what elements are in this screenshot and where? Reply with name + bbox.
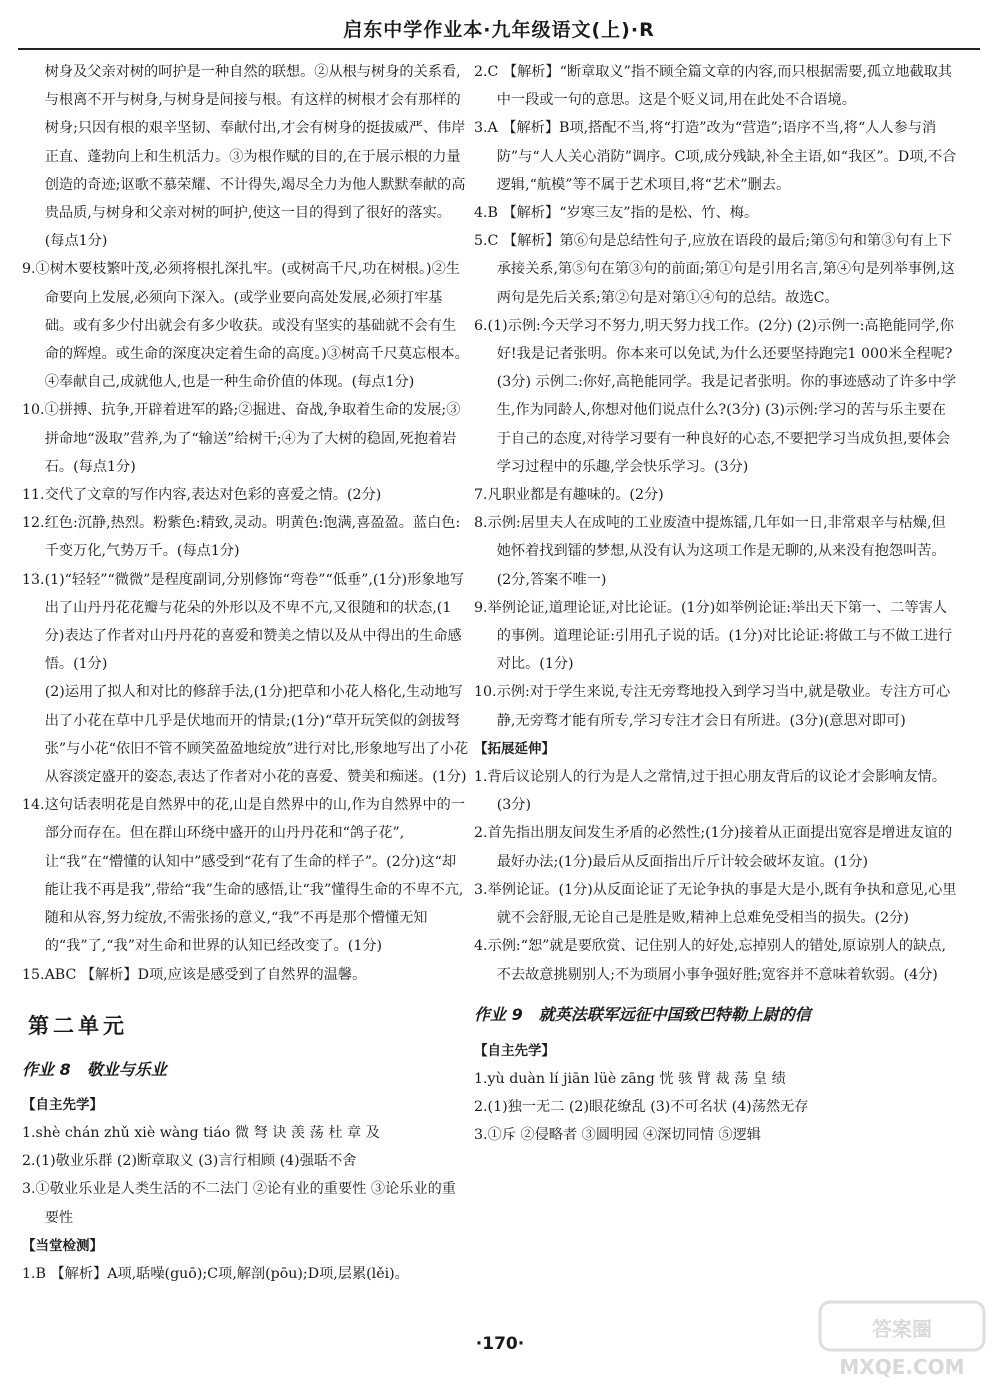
dangtang-item-6: 6.(1)示例:今天学习不努力,明天努力找工作。(2分) (2)示例一:高艳能同学,你好!我是记者张明。你本来可以免试,为什么还要坚持跑完1 000米全程呢?(3分) 示例二:你好,高艳能同学。我是记者张明。你的事迹感动了许多中学生,作为同龄人,你想对他们说点什么?(3分) (3)示例:学习的苦与乐主要在于自己的态度,对待学习要有一种良好的心态,不要把学习当成负担,要体会学习过程中的乐趣,学会快乐学习。(3分): [474, 317, 957, 475]
left-column: [22, 58, 470, 1288]
answer-q13-part2: (2)运用了拟人和对比的修辞手法,(1分)把草和小花人格化,生动地写出了小花在草中几乎是伏地而开的情景;(1分)“草开玩笑似的剑拔弩张”与小花“依旧不管不顾笑盈盈地绽放”进行对比,形象地写出了小花从容淡定盛开的姿态,表达了作者对小花的喜爱、赞美和痴迷。(1分): [44, 684, 469, 786]
dangtang-item-10: 10.示例:对于学生来说,专注无旁骛地投入到学习当中,就是敬业。专注方可心静,无旁骛才能有所专,学习专注才会日有所进。(3分)(意思对即可): [474, 684, 951, 729]
answer-q15: 15.ABC 【解析】D项,应该是感受到了自然界的温馨。: [22, 966, 367, 983]
page-header: [18, 12, 980, 50]
homework-8-title: 作业 8 敬业与乐业: [22, 1059, 167, 1079]
tuozhan-item-3: 3.举例论证。(1分)从反面论证了无论争执的事是大是小,既有争执和意见,心里就不会舒服,无论自己是胜是败,精神上总难免受相当的损失。(2分): [474, 881, 957, 927]
watermark-text-en: MXQE.COM: [839, 1355, 965, 1379]
zizhu9-item-2: 2.(1)独一无二 (2)眼花缭乱 (3)不可名状 (4)荡然无存: [474, 1099, 809, 1116]
answer-q12: 12.红色:沉静,热烈。粉紫色:精致,灵动。明黄色:饱满,喜盈盈。蓝白色:千变万化,气势万千。(每点1分): [22, 515, 461, 560]
dangtang-item-2: 2.C 【解析】“断章取义”指不顾全篇文章的内容,而只根据需要,孤立地截取其中一段或一句的意思。这是个贬义词,用在此处不合语境。: [474, 64, 953, 109]
dangtang-item-1: 1.B 【解析】A项,聒噪(guō);C项,解剖(pōu);D项,层累(lěi)。: [22, 1265, 409, 1282]
section-tag-dangtang: 【当堂检测】: [22, 1237, 103, 1254]
answer-q11: 11.交代了文章的写作内容,表达对色彩的喜爱之情。(2分): [22, 487, 382, 504]
tuozhan-item-2: 2.首先指出朋友间发生矛盾的必然性;(1分)接着从正面提出宽容是增进友谊的最好办法;(1分)最后从反面指出斤斤计较会破坏友谊。(1分): [474, 825, 953, 870]
zizhu9-item-1: 1.yù duàn lí jiān lüè zāng 恍 骇 臂 裁 荡 皇 绩: [474, 1070, 786, 1087]
answer-q14: 14.这句话表明花是自然界中的花,山是自然界中的山,作为自然界中的一部分而存在。但在群山环绕中盛开的山丹丹花和“鸽子花”,让“我”在“懵懂的认知中”感受到“花有了生命的样子”。(2分)这“却能让我不再是我”,带给“我”生命的感悟,让“我”懂得生命的不卑不亢,随和从容,努力绽放,不需张扬的意义,“我”不再是那个懵懂无知的“我”了,“我”对生命和世界的认知已经改变了。(1分): [22, 797, 466, 955]
dangtang-item-8: 8.示例:居里夫人在成吨的工业废渣中提炼镭,几年如一日,非常艰辛与枯燥,但她怀着找到镭的梦想,从没有认为这项工作是无聊的,从来没有抱怨叫苦。(2分,答案不唯一): [474, 515, 946, 588]
dangtang-item-9: 9.举例论证,道理论证,对比论证。(1分)如举例论证:举出天下第一、二等害人的事例。道理论证:引用孔子说的话。(1分)对比论证:将做工与不做工进行对比。(1分): [474, 599, 953, 673]
dangtang-item-5: 5.C 【解析】第⑥句是总结性句子,应放在语段的最后;第⑤句和第③句有上下承接关系,第⑤句在第③句的前面;第①句是引用名言,第④句是列举事例,这两句是先后关系;第②句是对第①④句的总结。故选C。: [474, 233, 955, 306]
answer-q10: 10.①拼搏、抗争,开辟着进军的路;②掘进、奋战,争取着生命的发展;③拼命地“汲取”营养,为了“输送”给树干;④为了大树的稳固,死抱着岩石。(每点1分): [22, 402, 461, 475]
zizhu-item-2: 2.(1)敬业乐群 (2)断章取义 (3)言行相顾 (4)强聒不舍: [22, 1153, 357, 1170]
section-tag-tuozhan: 【拓展延伸】: [474, 740, 555, 757]
section-tag-zizhu-9: 【自主先学】: [474, 1042, 555, 1059]
unit-title: 第二单元: [28, 1013, 128, 1038]
zizhu-item-3: 3.①敬业乐业是人类生活的不二法门 ②论有业的重要性 ③论乐业的重要性: [22, 1181, 456, 1226]
tuozhan-item-1: 1.背后议论别人的行为是人之常情,过于担心朋友背后的议论才会影响友情。(3分): [474, 769, 947, 814]
tuozhan-item-4: 4.示例:“恕”就是要欣赏、记住别人的好处,忘掉别人的错处,原谅别人的缺点,不去故意挑剔别人;不为琐屑小事争强好胜;宽容并不意味着软弱。(4分): [474, 938, 946, 983]
zizhu-item-1: 1.shè chán zhǔ xiè wàng tiáo 微 弩 诀 羡 荡 杜 章 及: [22, 1124, 380, 1141]
zizhu9-item-3: 3.①斥 ②侵略者 ③圆明园 ④深切同情 ⑤逻辑: [474, 1127, 761, 1144]
section-tag-zizhu: 【自主先学】: [22, 1096, 103, 1113]
dangtang-item-4: 4.B 【解析】“岁寒三友”指的是松、竹、梅。: [474, 205, 759, 222]
watermark-logo: [812, 1296, 992, 1382]
right-column: [474, 58, 958, 1150]
watermark-text-cn: 答案圈: [872, 1317, 932, 1341]
answer-q13-part1: 13.(1)“轻轻”“微微”是程度副词,分别修饰“弯卷”“低垂”,(1分)形象地写出了山丹丹花花瓣与花朵的外形以及不卑不亢,又很随和的状态,(1分)表达了作者对山丹丹花的喜爱和赞美之情以及从中得出的生命感悟。(1分): [22, 571, 464, 673]
answer-q8-continued: 树身及父亲对树的呵护是一种自然的联想。②从根与树身的关系看,与根离不开与树身,与树身是间接与根。有这样的树根才会有那样的树身;只因有根的艰辛坚韧、奉献付出,才会有树身的挺拔威严、伟岸正直、蓬勃向上和生机活力。③为根作赋的目的,在于展示根的力量创造的奇迹;讴歌不慕荣耀、不计得失,竭尽全力为他人默默奉献的高贵品质,与树身和父亲对树的呵护,使这一目的得到了很好的落实。(每点1分): [44, 64, 466, 250]
dangtang-item-3: 3.A 【解析】B项,搭配不当,将“打造”改为“营造”;语序不当,将“人人参与消防”与“人人关心消防”调序。C项,成分残缺,补全主语,如“我区”。D项,不合逻辑,“航模”等不属于艺术项目,将“艺术”删去。: [474, 120, 957, 193]
dangtang-item-7: 7.凡职业都是有趣味的。(2分): [474, 487, 664, 504]
page-number: ·170·: [475, 1334, 525, 1354]
answer-q9: 9.①树木要枝繁叶茂,必须将根扎深扎牢。(或树高千尺,功在树根。)②生命要向上发展,必须向下深入。(或学业要向高处发展,必须打牢基础。或有多少付出就会有多少收获。或没有坚实的基础就不会有生命的辉煌。或生命的深度决定着生命的高度。)③树高千尺莫忘根本。④奉献自己,成就他人,也是一种生命价值的体现。(每点1分): [22, 261, 469, 391]
page-header-title: 启东中学作业本·九年级语文(上)·R: [343, 19, 655, 41]
homework-9-title: 作业 9 就英法联军远征中国致巴特勒上尉的信: [474, 1004, 811, 1024]
